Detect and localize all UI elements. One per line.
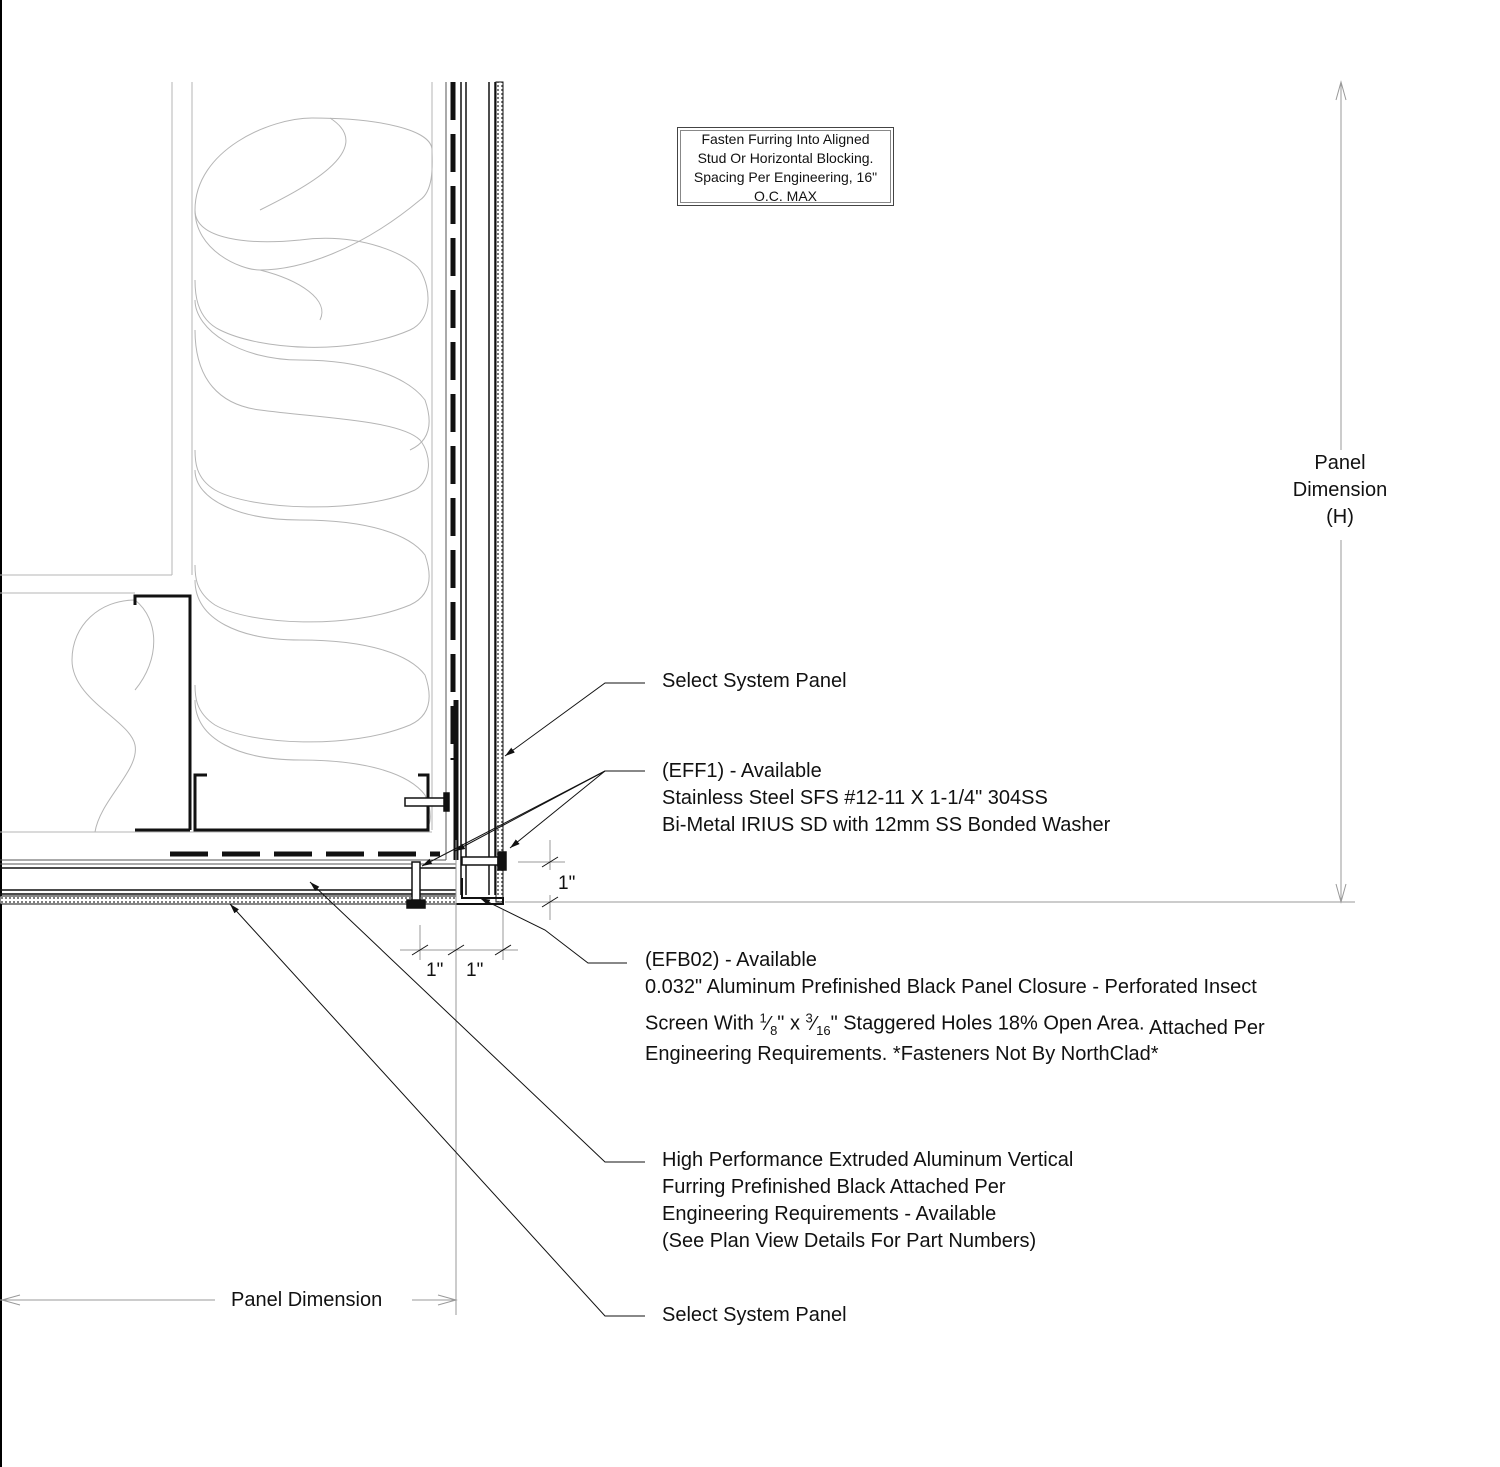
frac-num: 3 xyxy=(805,1010,813,1025)
callout-line: Bi-Metal IRIUS SD with 12mm SS Bonded Washer xyxy=(662,814,1111,836)
text: Screen With xyxy=(645,1012,760,1035)
callout-line: (EFF1) - Available xyxy=(662,760,822,782)
fraction-three-sixteenths: $^3⁄_{16}$ xyxy=(805,1010,831,1038)
callout-efb02 xyxy=(645,947,1265,1068)
dim-label-line: (H) xyxy=(1326,506,1354,528)
panel-height-dimension-label xyxy=(1270,450,1410,531)
callout-line: (EFB02) - Available xyxy=(645,949,817,971)
callout-line: Furring Prefinished Black Attached Per xyxy=(662,1176,1006,1198)
dim-label-line: Panel xyxy=(1314,452,1366,474)
dim-label-line: Dimension xyxy=(1292,479,1388,501)
air-barrier xyxy=(170,82,456,860)
note-line: Spacing Per Engineering, 16" xyxy=(693,169,878,185)
batt-insulation xyxy=(0,82,432,832)
callout-line: High Performance Extruded Aluminum Vertical xyxy=(662,1149,1074,1171)
callout-select-system-panel-bottom: Select System Panel xyxy=(662,1304,847,1326)
note-line: Fasten Furring Into Aligned xyxy=(701,131,870,147)
horizontal-gap-right-dimension: 1" xyxy=(466,960,484,981)
select-system-panel-vertical xyxy=(496,82,503,902)
frac-den: 16 xyxy=(816,1022,831,1038)
callout-eff1 xyxy=(662,758,1110,839)
text: " Staggered Holes 18% Open Area. xyxy=(830,1012,1149,1035)
note-line: Stud Or Horizontal Blocking. xyxy=(697,150,874,166)
panel-width-dimension-label: Panel Dimension xyxy=(231,1289,383,1311)
leader-lines xyxy=(230,683,645,1316)
dimension-lines xyxy=(0,82,1355,1315)
horizontal-furring xyxy=(0,868,456,894)
steel-stud xyxy=(135,596,428,830)
callout-line: (See Plan View Details For Part Numbers) xyxy=(662,1230,1037,1252)
callout-select-system-panel-top: Select System Panel xyxy=(662,670,847,692)
note-line: O.C. MAX xyxy=(753,188,817,204)
callout-line: 0.032" Aluminum Prefinished Black Panel Closure - Perforated Insect xyxy=(645,976,1257,998)
text: " x xyxy=(777,1012,806,1035)
callout-line: Engineering Requirements. *Fasteners Not By NorthClad* xyxy=(645,1042,1159,1065)
callout-furring xyxy=(662,1147,1073,1255)
horizontal-gap-left-dimension: 1" xyxy=(426,960,444,981)
frac-den: 8 xyxy=(770,1022,778,1038)
frac-num: 1 xyxy=(759,1010,767,1025)
callout-line: Stainless Steel SFS #12-11 X 1-1/4" 304SS xyxy=(662,787,1048,809)
text: Attached Per xyxy=(1148,1016,1265,1039)
select-system-panel-horizontal xyxy=(0,896,456,904)
vertical-furring xyxy=(461,82,495,895)
callout-line: Engineering Requirements - Available xyxy=(662,1203,997,1225)
callout-line xyxy=(645,1004,1265,1044)
fastening-note-box xyxy=(677,127,894,206)
fraction-one-eighth: $^1⁄_8$ xyxy=(759,1010,778,1038)
vertical-gap-dimension: 1" xyxy=(558,873,576,894)
